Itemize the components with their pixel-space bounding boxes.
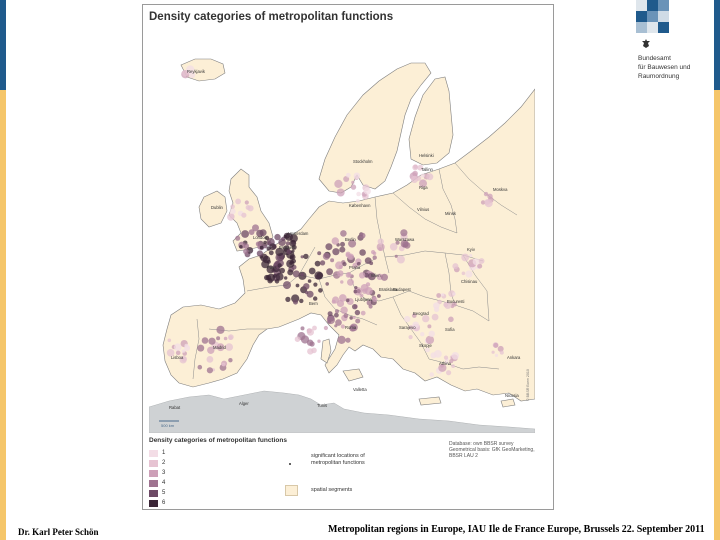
density-dot — [400, 229, 407, 236]
europe-map — [149, 29, 535, 433]
density-dot — [347, 273, 351, 277]
city-label: Sarajevo — [399, 325, 416, 330]
city-label: Brussels — [279, 245, 296, 250]
city-label: Tallinn — [421, 167, 433, 172]
significant-location-marker — [289, 463, 291, 465]
density-dot — [356, 192, 361, 197]
density-dot — [411, 176, 418, 183]
density-dot — [340, 242, 345, 247]
density-dot — [441, 293, 444, 296]
density-dot — [434, 350, 442, 358]
spatial-segment-swatch — [285, 485, 298, 496]
density-dot — [241, 213, 246, 218]
city-label: København — [349, 203, 371, 208]
density-dot — [351, 181, 354, 184]
map-panel — [142, 4, 554, 510]
density-dot — [269, 250, 274, 255]
agency-line-1: Bundesamt — [638, 55, 671, 62]
density-dot — [287, 249, 292, 254]
density-dot — [230, 208, 236, 214]
density-dot — [307, 329, 314, 336]
left-edge-blue-bar — [0, 0, 6, 90]
density-dot — [284, 276, 287, 279]
city-label: Lisboa — [171, 355, 184, 360]
map-title: Density categories of metropolitan functions — [149, 11, 394, 23]
density-dot — [198, 365, 203, 370]
density-dot — [340, 280, 343, 283]
city-label: Helsinki — [419, 153, 434, 158]
density-dot — [230, 214, 235, 219]
agency-line-2: für Bauwesen und — [638, 64, 691, 71]
density-dot — [357, 289, 361, 293]
density-dot — [222, 363, 226, 367]
density-dot — [216, 336, 220, 340]
density-dot — [364, 188, 371, 195]
density-dot — [381, 274, 388, 281]
density-dot — [353, 316, 356, 319]
legend-label: 3 — [162, 470, 166, 476]
scale-label: 500 km — [161, 423, 175, 428]
city-label: Warszawa — [395, 237, 415, 242]
density-dot — [263, 241, 267, 245]
density-dot — [359, 249, 366, 256]
density-dot — [434, 307, 439, 312]
density-dot — [168, 339, 172, 343]
city-label: Roma — [345, 325, 357, 330]
density-dot — [359, 272, 365, 278]
density-dot — [317, 340, 320, 343]
density-dot — [337, 189, 345, 197]
density-dot — [500, 351, 504, 355]
density-dot — [436, 293, 441, 298]
density-dot — [330, 258, 334, 262]
density-dot — [395, 255, 398, 258]
density-dot — [452, 352, 460, 360]
density-dot — [174, 343, 182, 351]
density-dot — [228, 336, 232, 340]
density-dot — [432, 314, 439, 321]
density-dot — [273, 274, 277, 278]
density-dot — [283, 281, 291, 289]
density-dot — [301, 326, 305, 330]
density-dot — [325, 243, 332, 250]
density-dot — [202, 337, 209, 344]
density-dot — [184, 344, 188, 348]
left-edge-yellow-bar — [0, 90, 6, 540]
density-dot — [422, 315, 429, 322]
city-label: Beograd — [413, 311, 429, 316]
agency-name — [638, 54, 690, 81]
density-dot — [307, 340, 313, 346]
density-dot — [260, 246, 264, 250]
city-label: Bern — [309, 301, 318, 306]
density-dot — [446, 370, 451, 375]
spatial-segments-label: spatial segments — [311, 487, 353, 493]
city-label: Stockholm — [353, 159, 373, 164]
density-dot — [225, 343, 233, 351]
city-label: Berlin — [345, 237, 356, 242]
city-label: Chisinau — [461, 279, 478, 284]
density-dot — [409, 335, 413, 339]
density-dot — [295, 336, 301, 342]
city-label: Kyiv — [467, 247, 475, 252]
density-dot — [241, 230, 249, 238]
density-dot — [207, 367, 213, 373]
legend-item-4 — [149, 479, 165, 488]
city-label: Bratislava — [379, 287, 398, 292]
density-dot — [421, 174, 425, 178]
density-dot — [228, 358, 232, 362]
database-line-3: BBSR LAU 2 — [449, 453, 478, 459]
density-dot — [307, 348, 313, 354]
density-dot — [339, 247, 345, 253]
density-dot — [369, 304, 373, 308]
density-dot — [355, 319, 360, 324]
city-label: Vilnius — [417, 207, 430, 212]
legend-swatch — [149, 450, 158, 457]
city-label: Minsk — [445, 211, 456, 216]
density-dot — [444, 356, 448, 360]
city-label: Amsterdam — [287, 231, 309, 236]
right-edge-yellow-bar — [714, 90, 720, 540]
city-label: Rabat — [169, 405, 181, 410]
density-dot — [286, 260, 294, 268]
city-label: Alger — [239, 401, 249, 406]
density-dot — [378, 239, 384, 245]
city-label: Ankara — [507, 355, 521, 360]
density-dot — [274, 234, 280, 240]
city-label: Riga — [419, 185, 428, 190]
density-dot — [279, 268, 285, 274]
density-dot — [327, 316, 335, 324]
density-dot — [372, 297, 377, 302]
density-dot — [276, 273, 284, 281]
legend-label: 4 — [162, 480, 166, 486]
density-dot — [257, 250, 263, 256]
density-dot — [324, 326, 328, 330]
city-label: Dublin — [211, 205, 223, 210]
density-dot — [361, 311, 366, 316]
density-dot — [216, 326, 224, 334]
city-label: Sofia — [445, 327, 455, 332]
density-dot — [340, 307, 347, 314]
density-dot — [369, 261, 373, 265]
right-edge-blue-bar — [714, 0, 720, 90]
legend-label: 5 — [162, 490, 166, 496]
density-dot — [339, 294, 347, 302]
density-dot — [287, 269, 293, 275]
density-dot — [469, 254, 472, 257]
density-dot — [208, 338, 215, 345]
density-dot — [451, 364, 455, 368]
density-dot — [308, 279, 312, 283]
agency-line-3: Raumordnung — [638, 73, 680, 80]
density-dot — [360, 233, 366, 239]
density-dot — [425, 347, 430, 352]
city-label: Valletta — [353, 387, 367, 392]
density-dot — [397, 256, 405, 264]
density-dot — [235, 199, 241, 205]
density-dot — [420, 332, 424, 336]
density-dot — [452, 263, 458, 269]
legend-label: 1 — [162, 450, 166, 456]
density-dot — [313, 283, 317, 287]
city-label: Nicosia — [505, 393, 519, 398]
density-dot — [354, 173, 361, 180]
density-dot — [293, 300, 298, 305]
city-label: Ljubljana — [355, 297, 372, 302]
density-dot — [427, 324, 431, 328]
density-dot — [461, 254, 469, 262]
density-dot — [373, 255, 377, 259]
density-dot — [448, 317, 454, 323]
density-dot — [307, 291, 314, 298]
city-label: Paris — [267, 265, 277, 270]
density-dot — [278, 263, 282, 267]
city-label: Bucuresti — [447, 299, 465, 304]
density-dot — [303, 254, 308, 259]
density-dot — [323, 253, 330, 260]
density-dot — [285, 297, 290, 302]
city-label: Praha — [349, 265, 361, 270]
legend-item-2 — [149, 459, 165, 468]
density-dot — [239, 245, 243, 249]
density-dot — [352, 304, 357, 309]
density-dot — [487, 194, 492, 199]
database-line-1: Database: own BBSR survey — [449, 441, 514, 447]
footer-author: Dr. Karl Peter Schön — [18, 527, 99, 537]
density-dot — [334, 180, 342, 188]
density-dot — [314, 271, 322, 279]
density-dot — [269, 243, 276, 250]
legend-swatch — [149, 480, 158, 487]
density-dot — [473, 258, 480, 265]
density-dot — [378, 247, 382, 251]
density-dot — [348, 254, 355, 261]
density-dot — [245, 200, 249, 204]
density-dot — [296, 284, 300, 288]
density-dot — [337, 270, 343, 276]
city-label: Skopje — [419, 343, 432, 348]
city-label: Madrid — [213, 345, 226, 350]
density-dot — [309, 268, 316, 275]
density-dot — [493, 343, 498, 348]
density-dot — [230, 204, 235, 209]
density-dot — [317, 251, 321, 255]
density-dot — [426, 173, 433, 180]
density-dot — [293, 270, 300, 277]
legend-swatch — [149, 460, 158, 467]
density-dot — [479, 258, 485, 264]
density-dot — [351, 184, 356, 189]
density-dot — [346, 173, 351, 178]
city-label: Reykjavik — [187, 69, 205, 74]
density-dot — [301, 273, 304, 276]
density-dot — [335, 309, 339, 313]
density-dot — [484, 199, 490, 205]
density-dot — [235, 236, 240, 241]
density-dot — [404, 316, 410, 322]
density-dot — [318, 288, 323, 293]
legend-label: 2 — [162, 460, 166, 466]
density-dot — [347, 279, 354, 286]
density-dot — [332, 248, 339, 255]
legend-item-3 — [149, 469, 165, 478]
density-dot — [320, 260, 325, 265]
density-dot — [334, 313, 339, 318]
density-dot — [349, 316, 353, 320]
density-dot — [224, 337, 228, 341]
density-dot — [492, 351, 495, 354]
legend-item-5 — [149, 489, 165, 498]
density-dot — [335, 319, 342, 326]
database-note — [449, 441, 535, 459]
density-dot — [412, 165, 418, 171]
density-dot — [339, 265, 343, 269]
density-dot — [247, 205, 253, 211]
density-dot — [264, 275, 269, 280]
significant-locations-label: significant locations of metropolitan functions — [311, 453, 365, 466]
legend-swatch — [149, 500, 158, 507]
density-dot — [495, 354, 498, 357]
copyright-text: © BBSR Bonn 2010 — [526, 369, 530, 401]
density-dot — [303, 283, 309, 289]
city-label: Wien — [371, 273, 381, 278]
city-label: London — [253, 235, 267, 240]
city-label: Budapest — [393, 287, 411, 292]
legend-title: Density categories of metropolitan functions — [149, 437, 287, 444]
density-dot — [355, 310, 360, 315]
density-dot — [373, 252, 377, 256]
legend-swatch — [149, 470, 158, 477]
density-dot — [197, 345, 204, 352]
legend-item-6 — [149, 499, 165, 508]
density-dot — [377, 294, 381, 298]
legend-item-1 — [149, 449, 165, 458]
density-dot — [326, 268, 333, 275]
density-dot — [429, 331, 435, 337]
density-dot — [452, 292, 455, 295]
density-dot — [207, 356, 214, 363]
density-dot — [344, 313, 349, 318]
density-dot — [299, 299, 303, 303]
legend-swatch — [149, 490, 158, 497]
database-line-2: Geometrical basis: GfK GeoMarketing, — [449, 447, 535, 453]
density-dot — [325, 282, 329, 286]
city-label: Moskva — [493, 187, 508, 192]
federal-eagle-icon — [640, 38, 652, 50]
density-dot — [182, 349, 186, 353]
density-dot — [340, 230, 347, 237]
density-dot — [354, 286, 357, 289]
city-label: Athina — [439, 361, 451, 366]
density-dot — [429, 372, 434, 377]
density-dot — [243, 249, 249, 255]
density-dot — [332, 237, 339, 244]
density-dot — [465, 270, 472, 277]
density-dot — [342, 262, 346, 266]
density-dot — [315, 261, 321, 267]
density-dot — [402, 241, 408, 247]
footer-event: Metropolitan regions in Europe, IAU Ile de France Europe, Brussels 22. September 2011 — [328, 524, 705, 535]
density-dot — [362, 289, 367, 294]
city-label: Tunis — [317, 403, 328, 408]
legend-label: 6 — [162, 500, 166, 506]
density-dot — [338, 336, 346, 344]
bbr-logo — [636, 0, 670, 36]
density-dot — [462, 272, 466, 276]
density-dot — [345, 338, 350, 343]
